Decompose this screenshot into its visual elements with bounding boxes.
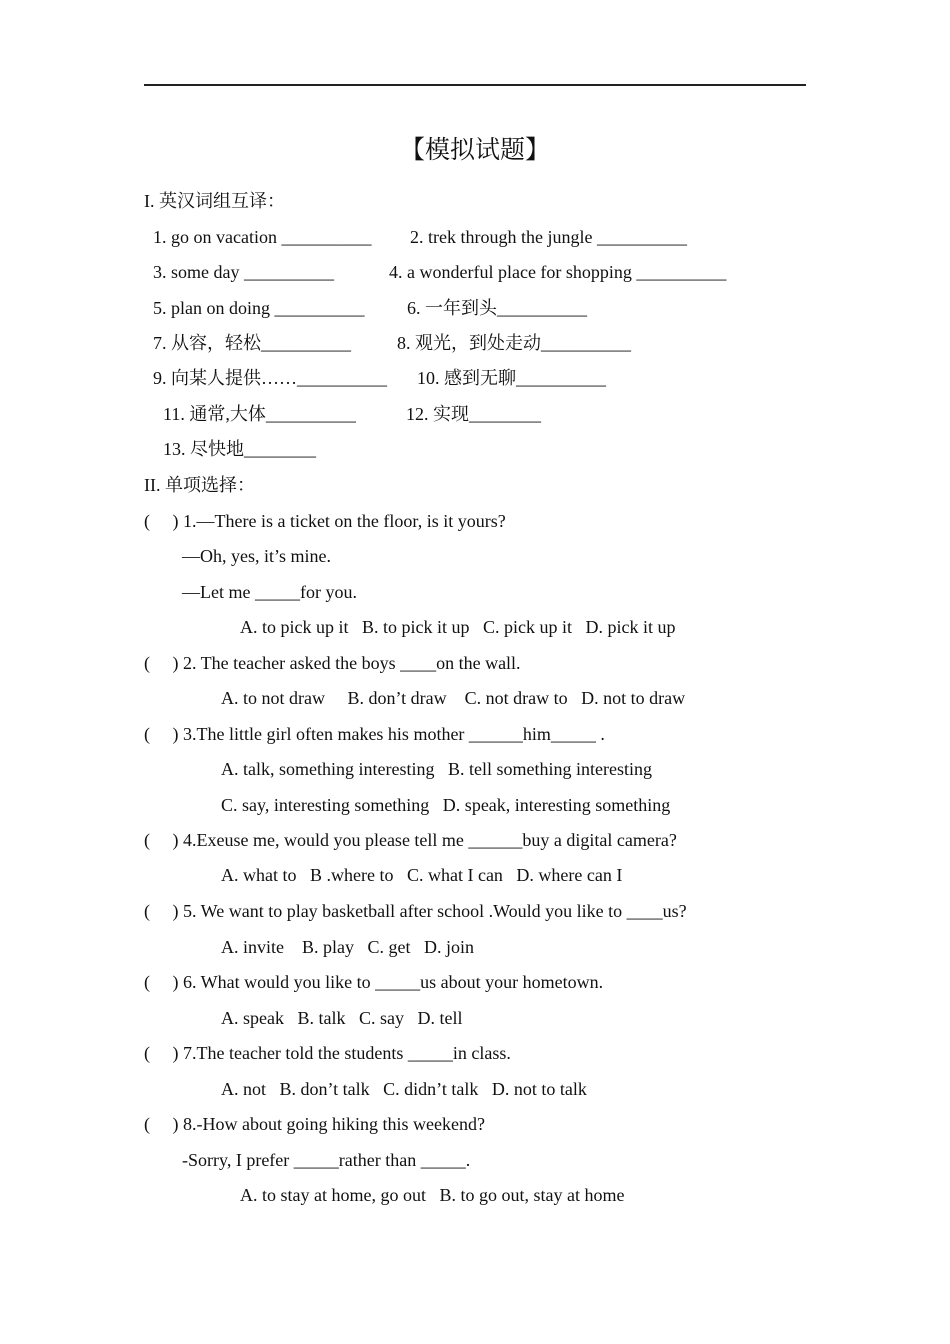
- section-1-heading: I. 英汉词组互译：: [144, 191, 285, 211]
- question-stem: ( ) 5. We want to play basketball after school .Would you like to ____us?: [144, 901, 687, 921]
- answer-options: A. speak B. talk C. say D. tell: [221, 1008, 463, 1028]
- answer-options: C. say, interesting something D. speak, interesting something: [221, 795, 671, 815]
- phrase-item: 4. a wonderful place for shopping __________: [389, 262, 727, 282]
- section-2-heading: II. 单项选择：: [144, 475, 255, 495]
- header-rule: [144, 84, 806, 86]
- answer-options: A. talk, something interesting B. tell something interesting: [221, 759, 652, 779]
- question-stem: ( ) 8.-How about going hiking this weekend?: [144, 1114, 485, 1134]
- phrase-item: 8. 观光，到处走动__________: [397, 333, 631, 353]
- question-stem: ( ) 6. What would you like to _____us about your hometown.: [144, 972, 604, 992]
- page-title: 【模拟试题】: [399, 135, 550, 164]
- phrase-item: 1. go on vacation __________: [153, 227, 372, 247]
- phrase-item: 9. 向某人提供……__________: [153, 368, 387, 388]
- answer-options: A. what to B .where to C. what I can D. where can I: [221, 865, 623, 885]
- question-dialogue: —Let me _____for you.: [182, 582, 357, 602]
- phrase-item: 6. 一年到头__________: [407, 298, 587, 318]
- phrase-item: 10. 感到无聊__________: [417, 368, 606, 388]
- question-stem: ( ) 1.—There is a ticket on the floor, is it yours?: [144, 511, 506, 531]
- answer-options: A. to stay at home, go out B. to go out, stay at home: [240, 1185, 625, 1205]
- answer-options: A. invite B. play C. get D. join: [221, 937, 474, 957]
- phrase-item: 7. 从容，轻松__________: [153, 333, 351, 353]
- phrase-item: 13. 尽快地________: [163, 439, 316, 459]
- phrase-item: 12. 实现________: [406, 404, 541, 424]
- answer-options: A. to not draw B. don’t draw C. not draw to D. not to draw: [221, 688, 686, 708]
- phrase-item: 11. 通常,大体__________: [163, 404, 356, 424]
- question-stem: ( ) 2. The teacher asked the boys ____on the wall.: [144, 653, 521, 673]
- question-dialogue: -Sorry, I prefer _____rather than _____.: [182, 1150, 471, 1170]
- phrase-item: 2. trek through the jungle __________: [410, 227, 687, 247]
- question-stem: ( ) 4.Exeuse me, would you please tell me ______buy a digital camera?: [144, 830, 677, 850]
- answer-options: A. not B. don’t talk C. didn’t talk D. not to talk: [221, 1079, 587, 1099]
- answer-options: A. to pick up it B. to pick it up C. pick up it D. pick it up: [240, 617, 676, 637]
- question-stem: ( ) 7.The teacher told the students _____in class.: [144, 1043, 511, 1063]
- question-dialogue: —Oh, yes, it’s mine.: [182, 546, 331, 566]
- question-stem: ( ) 3.The little girl often makes his mother ______him_____ .: [144, 724, 605, 744]
- phrase-item: 5. plan on doing __________: [153, 298, 365, 318]
- phrase-item: 3. some day __________: [153, 262, 334, 282]
